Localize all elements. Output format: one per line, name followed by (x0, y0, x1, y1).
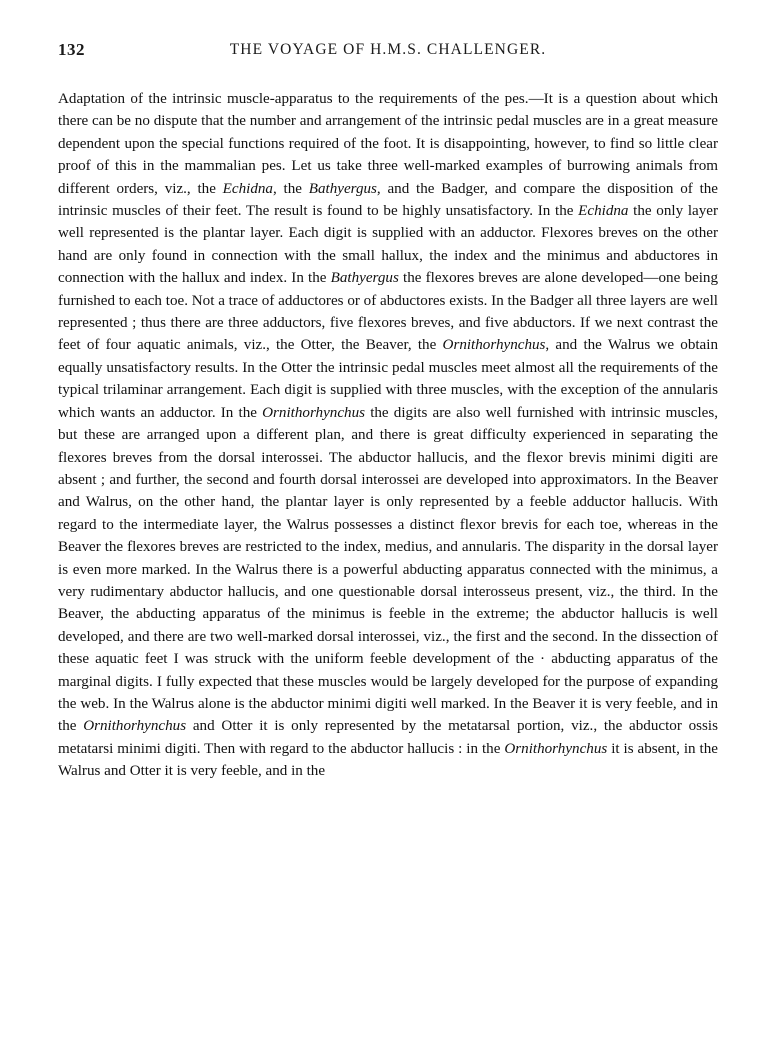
page-number: 132 (58, 40, 85, 59)
page-header (58, 40, 718, 70)
running-title: THE VOYAGE OF H.M.S. CHALLENGER. (229, 41, 547, 58)
body-text: Adaptation of the intrinsic muscle-apparatus to the requirements of the pes.—It is a question about which there can be no dispute that the number and arrangement of the intrinsic pedal muscles are in a great measure dependent upon the special functions required of the foot. It is disappointing, however, to find so little clear proof of this in the mammalian pes. Let us take three well-marked examples of burrowing animals from different orders, viz., the Echidna, the Bathyergus, and the Badger, and compare the disposition of the intrinsic muscles of their feet. The result is found to be highly unsatisfactory. In the Echidna the only layer well represented is the plantar layer. Each digit is supplied with an adductor. Flexores breves on the other hand are only found in connection with the small hallux, the index and the minimus and abductores in connection with the hallux and index. In the Bathyergus the flexores breves are alone developed—one being furnished to each toe. Not a trace of adductores or of abductores exists. In the Badger all three layers are well represented ; thus there are three adductors, five flexores breves, and five abductors. If we next contrast the feet of four aquatic animals, viz., the Otter, the Beaver, the Ornithorhynchus, and the Walrus we obtain equally unsatisfactory results. In the Otter the intrinsic pedal muscles meet almost all the requirements of the typical trilaminar arrangement. Each digit is supplied with three muscles, with the exception of the annularis which wants an adductor. In the Ornithorhynchus the digits are also well furnished with intrinsic muscles, but these are arranged upon a different plan, and there is great difficulty experienced in separating the flexores breves from the dorsal interossei. The abductor hallucis, and the flexor brevis minimi digiti are absent ; and further, the second and fourth dorsal interossei are developed into approximators. In the Beaver and Walrus, on the other hand, the plantar layer is only represented by a feeble adductor hallucis. With regard to the intermediate layer, the Walrus possesses a distinct flexor brevis for each toe, whereas in the Beaver the flexores breves are restricted to the index, medius, and annularis. The disparity in the dorsal layer is even more marked. In the Walrus there is a powerful abducting apparatus connected with the minimus, a very rudimentary abductor hallucis, and one questionable dorsal interosseus present, viz., the third. In the Beaver, the abducting apparatus of the minimus is feeble in the extreme; the abductor hallucis is well developed, and there are two well-marked dorsal interossei, viz., the first and the second. In the dissection of these aquatic feet I was struck with the uniform feeble development of the · abducting apparatus of the marginal digits. I fully expected that these muscles would be largely developed for the purpose of expanding the web. In the Walrus alone is the abductor minimi digiti well marked. In the Beaver it is very feeble, and in the Ornithorhynchus and Otter it is only represented by the metatarsal portion, viz., the abductor ossis metatarsi minimi digiti. Then with regard to the abductor hallucis : in the Ornithorhynchus it is absent, in the Walrus and Otter it is very feeble, and in the (58, 91, 719, 780)
